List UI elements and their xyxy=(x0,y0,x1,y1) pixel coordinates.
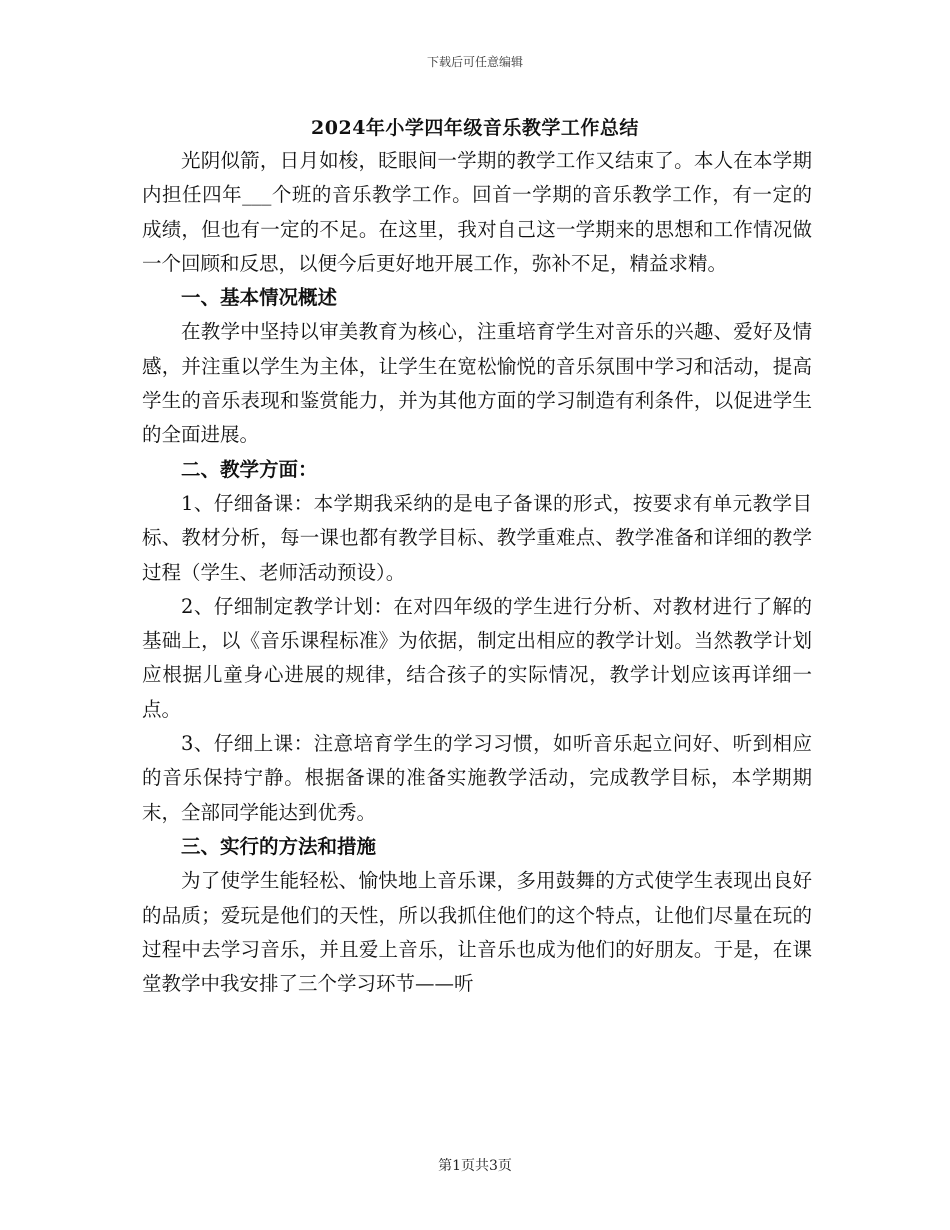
paragraph-classes: 3、仔细上课：注意培育学生的学习习惯，如听音乐起立问好、听到相应的音乐保持宁静。根据备课的准备实施教学活动，完成教学目标，本学期期末，全部同学能达到优秀。 xyxy=(142,732,812,824)
paragraph-basic-overview: 在教学中坚持以审美教育为核心，注重培育学生对音乐的兴趣、爱好及情感，并注重以学生为主体，让学生在宽松愉悦的音乐氛围中学习和活动，提高学生的音乐表现和鉴赏能力，并为其他方面的学习制造有利条件，以促进学生的全面进展。 xyxy=(142,320,812,447)
header-note: 下载后可任意编辑 xyxy=(426,55,523,69)
heading-methods: 三、实行的方法和措施 xyxy=(181,834,377,858)
document-title: 2024年小学四年级音乐教学工作总结 xyxy=(311,117,639,139)
paragraph-teaching-plan: 2、仔细制定教学计划：在对四年级的学生进行分析、对教材进行了解的基础上，以《音乐课程标准》为依据，制定出相应的教学计划。当然教学计划应根据儿童身心进展的规律，结合孩子的实际情况，教学计划应该再详细一点。 xyxy=(142,594,812,721)
page-number: 第1页共3页 xyxy=(438,1158,512,1174)
heading-teaching: 二、教学方面： xyxy=(181,457,318,481)
heading-basic-overview: 一、基本情况概述 xyxy=(181,286,338,310)
paragraph-methods: 为了使学生能轻松、愉快地上音乐课，多用鼓舞的方式使学生表现出良好的品质；爱玩是他们的天性，所以我抓住他们的这个特点，让他们尽量在玩的过程中去学习音乐，并且爱上音乐，让音乐也成为他们的好朋友。于是，在课堂教学中我安排了三个学习环节——听 xyxy=(142,869,812,996)
paragraph-intro: 光阴似箭，日月如梭，眨眼间一学期的教学工作又结束了。本人在本学期内担任四年___个班的音乐教学工作。回首一学期的音乐教学工作，有一定的成绩，但也有一定的不足。在这里，我对自己这一学期来的思想和工作情况做一个回顾和反思，以便今后更好地开展工作，弥补不足，精益求精。 xyxy=(142,149,812,275)
paragraph-lesson-prep: 1、仔细备课：本学期我采纳的是电子备课的形式，按要求有单元教学目标、教材分析，每一课也都有教学目标、教学重难点、教学准备和详细的教学过程（学生、老师活动预设）。 xyxy=(142,491,812,584)
document-body xyxy=(142,144,812,1001)
